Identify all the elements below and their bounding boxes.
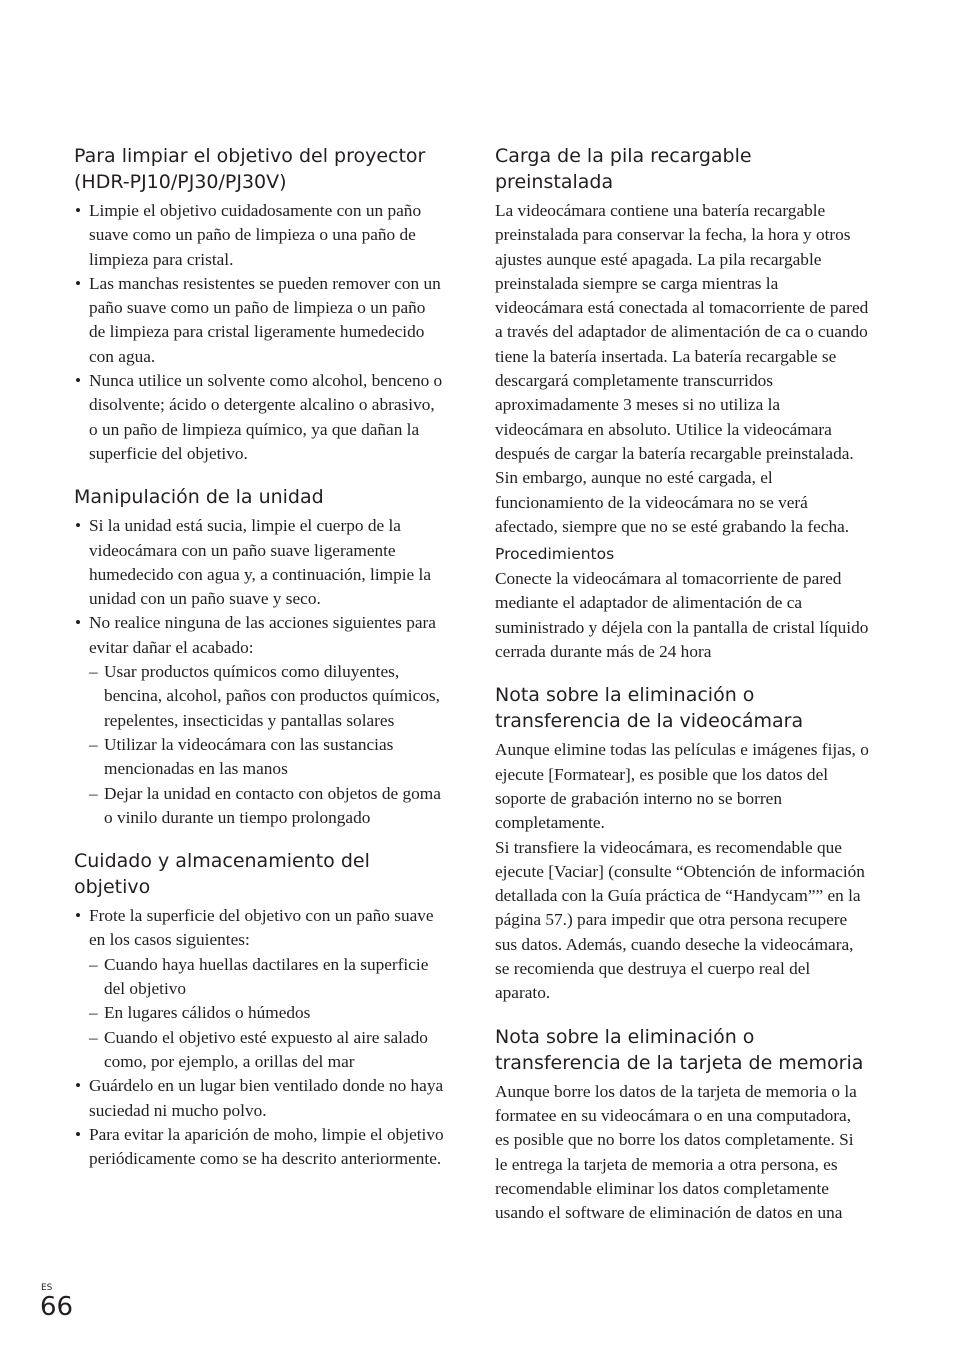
dash-item: – Utilizar la videocámara con las sustancias mencionadas en las manos <box>89 733 446 782</box>
language-code: ES <box>41 1283 53 1293</box>
dash-list <box>89 953 446 1074</box>
section-card-disposal <box>495 1024 869 1226</box>
dash-item: – Cuando haya huellas dactilares en la superficie del objetivo <box>89 953 446 1002</box>
paragraph: Aunque borre los datos de la tarjeta de memoria o la formatee en su videocámara o en una computadora, es posible que no borre los datos completamente. Si le entrega la tarjeta de memoria a otra persona, es recomendable eliminar los datos completamente usando el software de eliminación de datos en una <box>495 1081 857 1223</box>
page-number-value: 66 <box>40 1292 74 1322</box>
bullet-list <box>74 199 446 466</box>
paragraph: Si transfiere la videocámara, es recomendable que ejecute [Vaciar] (consulte “Obtención de información detallada con la Guía práctica de “Handycam”” en la página 57.) para impedir que otra persona recupere sus datos. Además, cuando deseche la videocámara, se recomienda que destruya el cuerpo real del aparato. <box>495 837 865 1003</box>
subheading: Procedimientos <box>495 545 615 564</box>
section-heading: Nota sobre la eliminación o transferencia de la videocámara <box>495 684 804 733</box>
bullet-item: • Nunca utilice un solvente como alcohol, benceno o disolvente; ácido o detergente alcalino o abrasivo, o un paño de limpieza químico, ya que dañan la superficie del objetivo. <box>74 369 446 466</box>
bullet-item: • Guárdelo en un lugar bien ventilado donde no haya suciedad ni mucho polvo. <box>74 1074 446 1123</box>
dash-item: – Usar productos químicos como diluyentes, bencina, alcohol, paños con productos químicos, repelentes, insecticidas y pantallas solares <box>89 660 446 733</box>
section-handling <box>74 484 446 830</box>
section-heading: Para limpiar el objetivo del proyector (HDR-PJ10/PJ30/PJ30V) <box>74 145 426 193</box>
section-heading: Nota sobre la eliminación o transferencia de la tarjeta de memoria <box>495 1025 864 1074</box>
section-heading: Manipulación de la unidad <box>74 486 324 509</box>
paragraph: Aunque elimine todas las películas e imágenes fijas, o ejecute [Formatear], es posible que los datos del soporte de grabación interno no se borren completamente. <box>495 740 869 833</box>
paragraph: La videocámara contiene una batería recargable preinstalada para conservar la fecha, la hora y otros ajustes aunque esté apagada. La pila recargable preinstalada siempre se carga mientras la videocámara está conectada al tomacorriente de pared a través del adaptador de alimentación de ca o cuando tiene la batería insertada. La batería recargable se descargará completamente transcurridos aproximadamente 3 meses si no utiliza la videocámara en absoluto. Utilice la videocámara después de cargar la batería recargable preinstalada. Sin embargo, aunque no esté cargada, el funcionamiento de la videocámara no se verá afectado, siempre que no se esté grabando la fecha. <box>495 201 869 536</box>
bullet-item <box>74 611 446 830</box>
section-projector-lens <box>74 143 446 466</box>
bullet-item: • Si la unidad está sucia, limpie el cuerpo de la videocámara con un paño suave ligeramente humedecido con agua y, a continuación, limpie la unidad con un paño suave y seco. <box>74 514 446 611</box>
section-heading: Carga de la pila recargable preinstalada <box>495 145 752 193</box>
dash-list <box>89 660 446 830</box>
paragraph: Conecte la videocámara al tomacorriente de pared mediante el adaptador de alimentación de ca suministrado y déjela con la pantalla de cristal líquido cerrada durante más de 24 hora <box>495 569 869 662</box>
section-lens-care <box>74 848 446 1171</box>
bullet-text: Frote la superficie del objetivo con un paño suave en los casos siguientes: <box>89 906 434 950</box>
section-camera-disposal <box>495 682 869 1005</box>
bullet-list <box>74 514 446 830</box>
dash-item: – Cuando el objetivo esté expuesto al aire salado como, por ejemplo, a orillas del mar <box>89 1026 446 1075</box>
dash-item: – En lugares cálidos o húmedos <box>89 1001 446 1025</box>
dash-item: – Dejar la unidad en contacto con objetos de goma o vinilo durante un tiempo prolongado <box>89 782 446 831</box>
page-number <box>40 1283 73 1321</box>
left-column <box>74 143 446 1189</box>
right-column <box>495 143 869 1243</box>
section-battery-charge <box>495 143 869 664</box>
section-heading: Cuidado y almacenamiento del objetivo <box>74 850 370 899</box>
bullet-item: • Limpie el objetivo cuidadosamente con un paño suave como un paño de limpieza o una paño de limpieza para cristal. <box>74 199 446 272</box>
bullet-item: • Las manchas resistentes se pueden remover con un paño suave como un paño de limpieza o un paño de limpieza para cristal ligeramente humedecido con agua. <box>74 272 446 369</box>
bullet-item <box>74 904 446 1074</box>
bullet-item: • Para evitar la aparición de moho, limpie el objetivo periódicamente como se ha descrito anteriormente. <box>74 1123 446 1172</box>
bullet-list <box>74 904 446 1171</box>
bullet-text: No realice ninguna de las acciones siguientes para evitar dañar el acabado: <box>89 613 436 657</box>
